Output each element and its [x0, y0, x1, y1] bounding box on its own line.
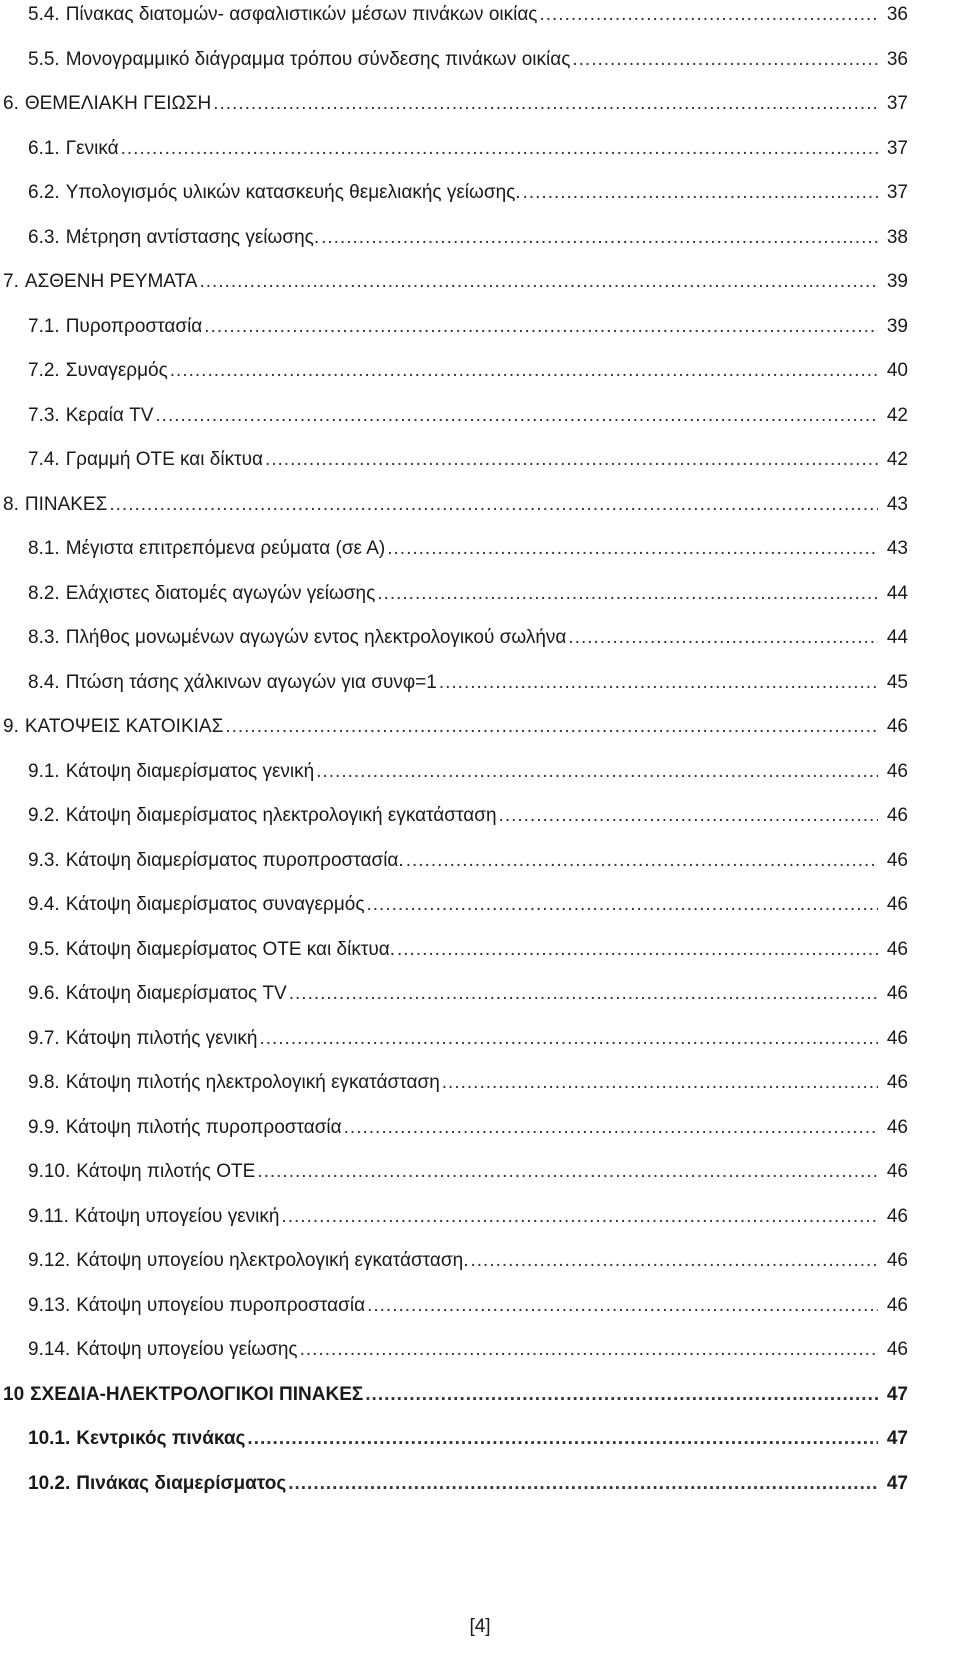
toc-dot-leader: [247, 1424, 878, 1454]
toc-entry-number: 7.2.: [28, 360, 60, 381]
toc-dot-leader: [321, 223, 878, 253]
toc-entry[interactable]: [0, 267, 960, 297]
toc-entry-title: Κάτοψη πιλοτής ηλεκτρολογική εγκατάσταση: [65, 1072, 440, 1093]
toc-entry[interactable]: [0, 89, 960, 119]
toc-dot-leader: [259, 1024, 878, 1054]
toc-entry-page: 37: [886, 137, 908, 159]
toc-entry-number: 10: [3, 1383, 25, 1405]
toc-entry-number: 5.5.: [28, 48, 60, 70]
toc-dot-leader: [213, 89, 878, 119]
toc-entry-number: 8.: [3, 493, 19, 515]
toc-dot-leader: [265, 445, 878, 475]
toc-dot-leader: [289, 979, 878, 1009]
toc-entry[interactable]: [0, 223, 960, 253]
toc-entry[interactable]: [0, 45, 960, 75]
toc-dot-leader: [377, 579, 878, 609]
toc-entry-page: 44: [886, 627, 908, 648]
toc-entry-title: Πλήθος μονωμένων αγωγών εντος ηλεκτρολογικού σωλήνα: [65, 627, 567, 648]
toc-entry-title: ΣΧΕΔΙΑ-ΗΛΕΚΤΡΟΛΟΓΙΚΟΙ ΠΙΝΑΚΕΣ: [30, 1383, 364, 1405]
toc-entry-number: 9.3.: [28, 849, 60, 871]
toc-dot-leader: [257, 1157, 878, 1187]
toc-entry-title: Κάτοψη υπογείου γενική: [74, 1205, 280, 1227]
toc-entry-page: 36: [886, 48, 908, 70]
toc-entry-page: 46: [886, 1205, 908, 1227]
toc-dot-leader: [281, 1202, 878, 1232]
toc-dot-leader: [406, 846, 878, 876]
toc-entry-title: ΠΙΝΑΚΕΣ: [24, 493, 108, 515]
toc-entry[interactable]: [0, 1335, 960, 1365]
toc-entry[interactable]: [0, 890, 960, 920]
toc-dot-leader: [387, 534, 878, 564]
toc-entry[interactable]: [0, 1068, 960, 1098]
toc-entry-page: 46: [886, 1339, 908, 1360]
toc-entry-title: Μέγιστα επιτρεπόμενα ρεύματα (σε Α): [65, 538, 386, 559]
toc-entry[interactable]: [0, 1291, 960, 1321]
toc-entry-title: Κάτοψη υπογείου πυροπροστασία: [76, 1294, 366, 1316]
toc-entry-title: Γενικά: [65, 137, 119, 159]
toc-dot-leader: [225, 712, 878, 742]
toc-dot-leader: [470, 1246, 878, 1276]
toc-dot-leader: [439, 668, 878, 698]
toc-dot-leader: [316, 757, 878, 787]
toc-entry-page: 46: [886, 1250, 908, 1271]
toc-entry-page: 46: [886, 983, 908, 1004]
toc-entry-title: Υπολογισμός υλικών κατασκευής θεμελιακής γείωσης.: [65, 182, 521, 203]
toc-entry-page: 47: [886, 1472, 908, 1494]
toc-entry-title: Κάτοψη διαμερίσματος TV: [65, 983, 287, 1004]
toc-dot-leader: [367, 890, 879, 920]
toc-entry[interactable]: [0, 1424, 960, 1454]
toc-dot-leader: [288, 1469, 878, 1499]
toc-entry-page: 46: [886, 716, 908, 737]
toc-entry[interactable]: [0, 801, 960, 831]
toc-entry-number: 9.: [3, 716, 19, 737]
toc-dot-leader: [367, 1291, 878, 1321]
toc-entry-title: Πυροπροστασία: [65, 315, 203, 337]
toc-dot-leader: [539, 0, 878, 30]
toc-entry[interactable]: [0, 490, 960, 520]
toc-entry-page: 42: [886, 449, 908, 470]
toc-entry-page: 37: [886, 182, 908, 203]
toc-entry-title: Συναγερμός: [65, 360, 168, 381]
toc-entry-title: Πίνακας διατομών- ασφαλιστικών μέσων πινάκων οικίας: [65, 4, 538, 25]
toc-entry-number: 9.5.: [28, 938, 60, 960]
toc-entry[interactable]: [0, 401, 960, 431]
toc-entry-number: 5.4.: [28, 4, 60, 25]
toc-entry[interactable]: [0, 979, 960, 1009]
toc-entry-title: Κεντρικός πινάκας: [76, 1428, 246, 1449]
toc-entry-number: 7.1.: [28, 315, 60, 337]
toc-entry-number: 9.10.: [28, 1161, 71, 1182]
toc-entry-page: 46: [886, 894, 908, 915]
toc-entry-number: 7.: [3, 271, 19, 292]
toc-entry-number: 6.1.: [28, 137, 60, 159]
toc-entry-number: 6.3.: [28, 226, 60, 248]
toc-entry[interactable]: [0, 1380, 960, 1410]
toc-entry-title: ΚΑΤΟΨΕΙΣ ΚΑΤΟΙΚΙΑΣ: [24, 716, 224, 737]
toc-entry-title: Κάτοψη πιλοτής ΟΤΕ: [76, 1161, 256, 1182]
toc-entry[interactable]: [0, 134, 960, 164]
toc-entry-title: Κάτοψη υπογείου γείωσης: [76, 1339, 298, 1360]
toc-entry-title: Κάτοψη διαμερίσματος ηλεκτρολογική εγκατάσταση: [65, 805, 497, 826]
toc-entry-page: 46: [886, 760, 908, 782]
toc-dot-leader: [344, 1113, 878, 1143]
toc-entry[interactable]: [0, 1157, 960, 1187]
toc-entry[interactable]: [0, 935, 960, 965]
toc-entry-number: 8.2.: [28, 582, 60, 604]
toc-entry[interactable]: [0, 356, 960, 386]
toc-entry-page: 44: [886, 582, 908, 604]
toc-entry-number: 8.1.: [28, 538, 60, 559]
toc-entry-page: 46: [886, 1027, 908, 1049]
toc-dot-leader: [442, 1068, 878, 1098]
toc-entry-number: 9.9.: [28, 1116, 60, 1138]
toc-entry-page: 39: [886, 271, 908, 292]
toc-entry-title: ΘΕΜΕΛΙΑΚΗ ΓΕΙΩΣΗ: [24, 93, 212, 114]
toc-dot-leader: [170, 356, 878, 386]
toc-entry-number: 9.14.: [28, 1339, 71, 1360]
toc-entry[interactable]: [0, 178, 960, 208]
toc-entry-title: Πινάκας διαμερίσματος: [76, 1472, 287, 1494]
toc-entry-page: 46: [886, 1116, 908, 1138]
toc-entry-number: 8.3.: [28, 627, 60, 648]
toc-dot-leader: [155, 401, 878, 431]
toc-dot-leader: [572, 45, 878, 75]
toc-entry-number: 8.4.: [28, 671, 60, 693]
toc-entry[interactable]: [0, 712, 960, 742]
toc-dot-leader: [121, 134, 878, 164]
toc-entry-page: 47: [886, 1383, 908, 1405]
toc-entry[interactable]: [0, 623, 960, 653]
page-number: [4]: [469, 1616, 491, 1637]
toc-entry[interactable]: [0, 0, 960, 30]
toc-dot-leader: [204, 312, 878, 342]
toc-entry[interactable]: [0, 579, 960, 609]
toc-entry-number: 7.4.: [28, 449, 60, 470]
toc-entry-title: Κάτοψη διαμερίσματος πυροπροστασία.: [65, 849, 404, 871]
toc-entry[interactable]: [0, 1246, 960, 1276]
toc-entry-page: 36: [886, 4, 908, 25]
toc-entry-page: 43: [886, 493, 908, 515]
toc-entry[interactable]: [0, 534, 960, 564]
toc-entry-page: 46: [886, 849, 908, 871]
toc-entry-title: Κάτοψη διαμερίσματος γενική: [65, 760, 315, 782]
toc-entry-title: Μονογραμμικό διάγραμμα τρόπου σύνδεσης πινάκων οικίας: [65, 48, 571, 70]
toc-entry-title: ΑΣΘΕΝΗ ΡΕΥΜΑΤΑ: [24, 271, 198, 292]
toc-dot-leader: [109, 490, 878, 520]
toc-entry-title: Μέτρηση αντίστασης γείωσης.: [65, 226, 320, 248]
toc-entry-title: Κάτοψη πιλοτής πυροπροστασία: [65, 1116, 342, 1138]
toc-entry[interactable]: [0, 1024, 960, 1054]
toc-entry-number: 9.4.: [28, 894, 60, 915]
toc-entry-number: 6.: [3, 93, 19, 114]
toc-entry-number: 9.12.: [28, 1250, 71, 1271]
toc-entry-page: 37: [886, 93, 908, 114]
toc-dot-leader: [397, 935, 878, 965]
toc-entry-page: 47: [886, 1428, 908, 1449]
toc-entry-title: Κεραία TV: [65, 404, 154, 426]
toc-entry-number: 9.13.: [28, 1294, 71, 1316]
toc-entry[interactable]: [0, 1469, 960, 1499]
toc-dot-leader: [499, 801, 878, 831]
toc-entry-page: 45: [886, 671, 908, 693]
toc-entry-page: 46: [886, 1294, 908, 1316]
toc-entry-title: Ελάχιστες διατομές αγωγών γείωσης: [65, 582, 376, 604]
toc-entry-number: 9.11.: [28, 1205, 69, 1227]
toc-entry-number: 9.1.: [28, 760, 60, 782]
toc-entry-number: 9.2.: [28, 805, 60, 826]
toc-entry-number: 7.3.: [28, 404, 60, 426]
toc-dot-leader: [199, 267, 878, 297]
toc-entry-page: 40: [886, 360, 908, 381]
toc-entry-page: 43: [886, 538, 908, 559]
toc-entry-number: 9.6.: [28, 983, 60, 1004]
toc-entry-page: 46: [886, 1161, 908, 1182]
toc-entry[interactable]: [0, 846, 960, 876]
toc-entry[interactable]: [0, 757, 960, 787]
toc-entry-number: 10.1.: [28, 1428, 71, 1449]
toc-dot-leader: [523, 178, 878, 208]
toc-entry-page: 46: [886, 805, 908, 826]
toc-entry-page: 46: [886, 938, 908, 960]
toc-entry-title: Κάτοψη υπογείου ηλεκτρολογική εγκατάσταση.: [76, 1250, 469, 1271]
toc-entry-number: 10.2.: [28, 1472, 71, 1494]
toc-entry[interactable]: [0, 1202, 960, 1232]
toc-entry[interactable]: [0, 668, 960, 698]
toc-entry[interactable]: [0, 1113, 960, 1143]
toc-entry[interactable]: [0, 445, 960, 475]
toc-entry-title: Κάτοψη διαμερίσματος συναγερμός: [65, 894, 365, 915]
toc-entry-page: 39: [886, 315, 908, 337]
toc-entry-number: 9.7.: [28, 1027, 60, 1049]
toc-entry-number: 6.2.: [28, 182, 60, 203]
toc-entry-title: Γραμμή ΟΤΕ και δίκτυα: [65, 449, 263, 470]
toc-entry-page: 38: [886, 226, 908, 248]
toc-entry-title: Κάτοψη διαμερίσματος ΟΤΕ και δίκτυα.: [65, 938, 395, 960]
toc-entry[interactable]: [0, 312, 960, 342]
toc-entry-title: Πτώση τάσης χάλκινων αγωγών για συνφ=1: [65, 671, 437, 693]
toc-entry-page: 42: [886, 404, 908, 426]
toc-dot-leader: [365, 1380, 878, 1410]
toc-entry-page: 46: [886, 1072, 908, 1093]
toc-dot-leader: [300, 1335, 878, 1365]
toc-dot-leader: [568, 623, 878, 653]
toc-entry-number: 9.8.: [28, 1072, 60, 1093]
toc-entry-title: Κάτοψη πιλοτής γενική: [65, 1027, 258, 1049]
